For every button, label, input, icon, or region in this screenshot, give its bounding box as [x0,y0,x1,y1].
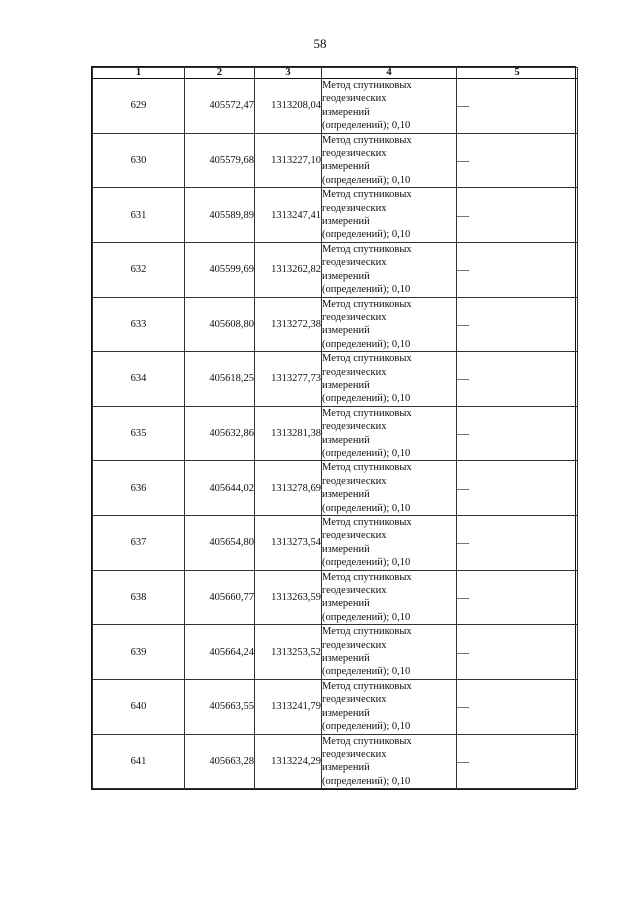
note-cell: — [457,297,578,352]
x-coordinate-cell: 405654,80 [185,516,255,571]
method-line: измерений [322,106,370,118]
x-coordinate-cell: 405608,80 [185,297,255,352]
point-number-cell: 639 [93,625,185,680]
method-line: (определений); 0,10 [322,229,411,241]
method-cell [322,133,457,188]
x-coordinate-cell: 405589,89 [185,188,255,243]
table-row [93,625,578,680]
coordinates-table-frame [91,66,576,790]
point-number-cell: 634 [93,352,185,407]
method-line: геодезических [322,148,387,160]
method-line: Метод спутниковых [322,571,412,583]
header-col-3: 3 [255,68,322,79]
table-row [93,352,578,407]
y-coordinate-cell: 1313263,59 [255,570,322,625]
method-cell [322,461,457,516]
table-row [93,79,578,134]
point-number-cell: 636 [93,461,185,516]
method-cell [322,734,457,789]
header-row [93,68,578,79]
page-number: 58 [313,36,327,51]
x-coordinate-cell: 405660,77 [185,570,255,625]
method-line: Метод спутниковых [322,680,412,692]
method-line: измерений [322,653,370,665]
method-line: измерений [322,270,370,282]
method-line: Метод спутниковых [322,298,412,310]
method-line: геодезических [322,694,387,706]
y-coordinate-cell: 1313262,82 [255,242,322,297]
method-line: геодезических [322,257,387,269]
point-number-cell: 635 [93,406,185,461]
y-coordinate-cell: 1313253,52 [255,625,322,680]
x-coordinate-cell: 405663,55 [185,679,255,734]
method-line: геодезических [322,639,387,651]
method-line: (определений); 0,10 [322,721,411,733]
method-cell [322,79,457,134]
method-line: Метод спутниковых [322,462,412,474]
y-coordinate-cell: 1313278,69 [255,461,322,516]
method-line: (определений); 0,10 [322,557,411,569]
note-cell: — [457,133,578,188]
note-cell: — [457,570,578,625]
method-line: геодезических [322,366,387,378]
method-line: (определений); 0,10 [322,338,411,350]
method-line: (определений); 0,10 [322,120,411,132]
table-row [93,242,578,297]
point-number-cell: 632 [93,242,185,297]
table-row [93,133,578,188]
method-line: измерений [322,379,370,391]
method-cell [322,570,457,625]
method-line: (определений); 0,10 [322,502,411,514]
table-row [93,461,578,516]
method-line: измерений [322,161,370,173]
x-coordinate-cell: 405572,47 [185,79,255,134]
method-cell [322,188,457,243]
method-line: геодезических [322,748,387,760]
header-col-5: 5 [457,68,578,79]
method-line: геодезических [322,311,387,323]
y-coordinate-cell: 1313241,79 [255,679,322,734]
method-line: измерений [322,489,370,501]
method-line: (определений); 0,10 [322,666,411,678]
method-line: геодезических [322,585,387,597]
method-cell [322,406,457,461]
method-line: измерений [322,216,370,228]
method-line: геодезических [322,421,387,433]
method-line: (определений); 0,10 [322,174,411,186]
table-row [93,570,578,625]
table-row [93,516,578,571]
method-line: (определений); 0,10 [322,284,411,296]
x-coordinate-cell: 405644,02 [185,461,255,516]
y-coordinate-cell: 1313224,29 [255,734,322,789]
note-cell: — [457,625,578,680]
note-cell: — [457,734,578,789]
y-coordinate-cell: 1313247,41 [255,188,322,243]
point-number-cell: 637 [93,516,185,571]
note-cell: — [457,352,578,407]
x-coordinate-cell: 405632,86 [185,406,255,461]
method-line: Метод спутниковых [322,735,412,747]
y-coordinate-cell: 1313281,38 [255,406,322,461]
point-number-cell: 640 [93,679,185,734]
method-line: (определений); 0,10 [322,611,411,623]
note-cell: — [457,406,578,461]
y-coordinate-cell: 1313273,54 [255,516,322,571]
table-body [93,79,578,789]
method-line: геодезических [322,475,387,487]
x-coordinate-cell: 405663,28 [185,734,255,789]
method-line: Метод спутниковых [322,80,412,91]
y-coordinate-cell: 1313208,04 [255,79,322,134]
table-row [93,679,578,734]
y-coordinate-cell: 1313272,38 [255,297,322,352]
point-number-cell: 631 [93,188,185,243]
method-cell [322,297,457,352]
table-row [93,188,578,243]
table-row [93,406,578,461]
table-row [93,297,578,352]
table-row [93,734,578,789]
point-number-cell: 641 [93,734,185,789]
method-line: Метод спутниковых [322,407,412,419]
x-coordinate-cell: 405664,24 [185,625,255,680]
x-coordinate-cell: 405579,68 [185,133,255,188]
method-line: измерений [322,325,370,337]
note-cell: — [457,188,578,243]
y-coordinate-cell: 1313277,73 [255,352,322,407]
method-line: геодезических [322,202,387,214]
method-cell [322,679,457,734]
method-line: геодезических [322,93,387,105]
method-line: Метод спутниковых [322,243,412,255]
method-line: (определений); 0,10 [322,393,411,405]
x-coordinate-cell: 405599,69 [185,242,255,297]
method-cell [322,516,457,571]
method-line: (определений); 0,10 [322,447,411,459]
header-col-1: 1 [93,68,185,79]
method-line: Метод спутниковых [322,189,412,201]
point-number-cell: 633 [93,297,185,352]
method-line: Метод спутниковых [322,134,412,146]
method-line: измерений [322,543,370,555]
method-cell [322,625,457,680]
method-cell [322,242,457,297]
header-col-2: 2 [185,68,255,79]
method-cell [322,352,457,407]
note-cell: — [457,242,578,297]
y-coordinate-cell: 1313227,10 [255,133,322,188]
method-line: измерений [322,707,370,719]
method-line: Метод спутниковых [322,353,412,365]
method-line: Метод спутниковых [322,626,412,638]
method-line: измерений [322,598,370,610]
header-col-4: 4 [322,68,457,79]
note-cell: — [457,79,578,134]
point-number-cell: 629 [93,79,185,134]
note-cell: — [457,516,578,571]
point-number-cell: 630 [93,133,185,188]
coordinates-table [92,67,578,789]
note-cell: — [457,461,578,516]
table-header [93,68,578,79]
method-line: Метод спутниковых [322,517,412,528]
method-line: геодезических [322,530,387,542]
x-coordinate-cell: 405618,25 [185,352,255,407]
method-line: измерений [322,762,370,774]
method-line: измерений [322,434,370,446]
note-cell: — [457,679,578,734]
method-line: (определений); 0,10 [322,775,411,787]
point-number-cell: 638 [93,570,185,625]
